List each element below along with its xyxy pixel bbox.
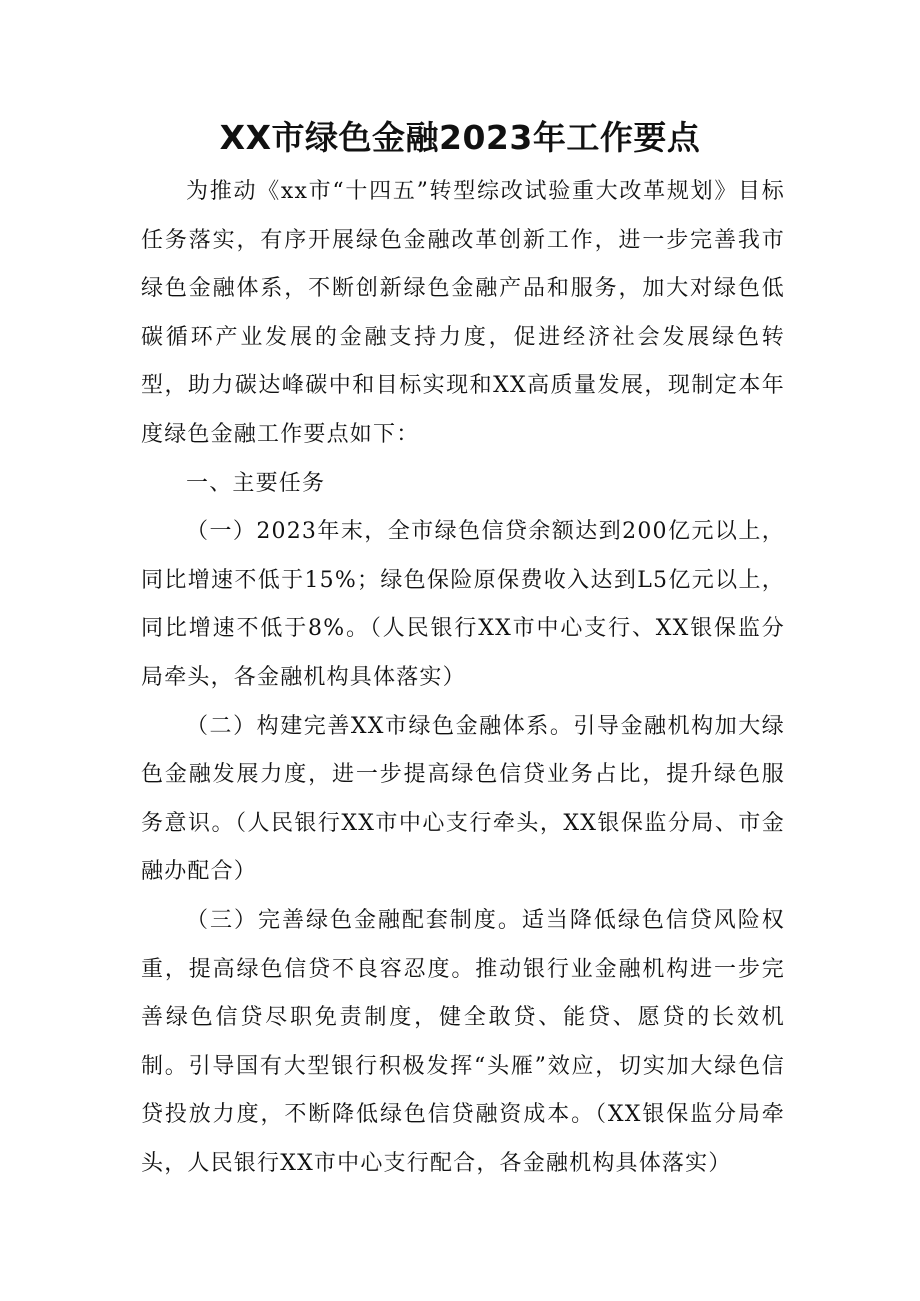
task-item-1: （一）2023年末，全市绿色信贷余额达到200亿元以上，同比增速不低于15%；绿色保险原保费收入达到L5亿元以上，同比增速不低于8%。（人民银行XX市中心支行、XX银保监分局牵头，各金融机构具体落实） bbox=[141, 519, 785, 690]
task-item-3: （三）完善绿色金融配套制度。适当降低绿色信贷风险权重，提高绿色信贷不良容忍度。推动银行业金融机构进一步完善绿色信贷尽职免责制度，健全敢贷、能贷、愿贷的长效机制。引导国有大型银行积极发挥“头雁”效应，切实加大绿色信贷投放力度，不断降低绿色信贷融资成本。（XX银保监分局牵头，人民银行XX市中心支行配合，各金融机构具体落实） bbox=[141, 907, 785, 1176]
document-body bbox=[141, 168, 785, 1188]
section-heading-main-tasks: 一、主要任务 bbox=[186, 470, 326, 496]
intro-paragraph: 为推动《xx市“十四五”转型综改试验重大改革规划》目标任务落实，有序开展绿色金融改革创新工作，进一步完善我市绿色金融体系，不断创新绿色金融产品和服务，加大对绿色低碳循环产业发展的金融支持力度，促进经济社会发展绿色转型，助力碳达峰碳中和目标实现和XX高质量发展，现制定本年度绿色金融工作要点如下： bbox=[141, 179, 785, 447]
document-title: XX市绿色金融2023年工作要点 bbox=[219, 118, 701, 157]
task-item-2: （二）构建完善XX市绿色金融体系。引导金融机构加大绿色金融发展力度，进一步提高绿色信贷业务占比，提升绿色服务意识。（人民银行XX市中心支行牵头，XX银保监分局、市金融办配合） bbox=[141, 713, 785, 885]
